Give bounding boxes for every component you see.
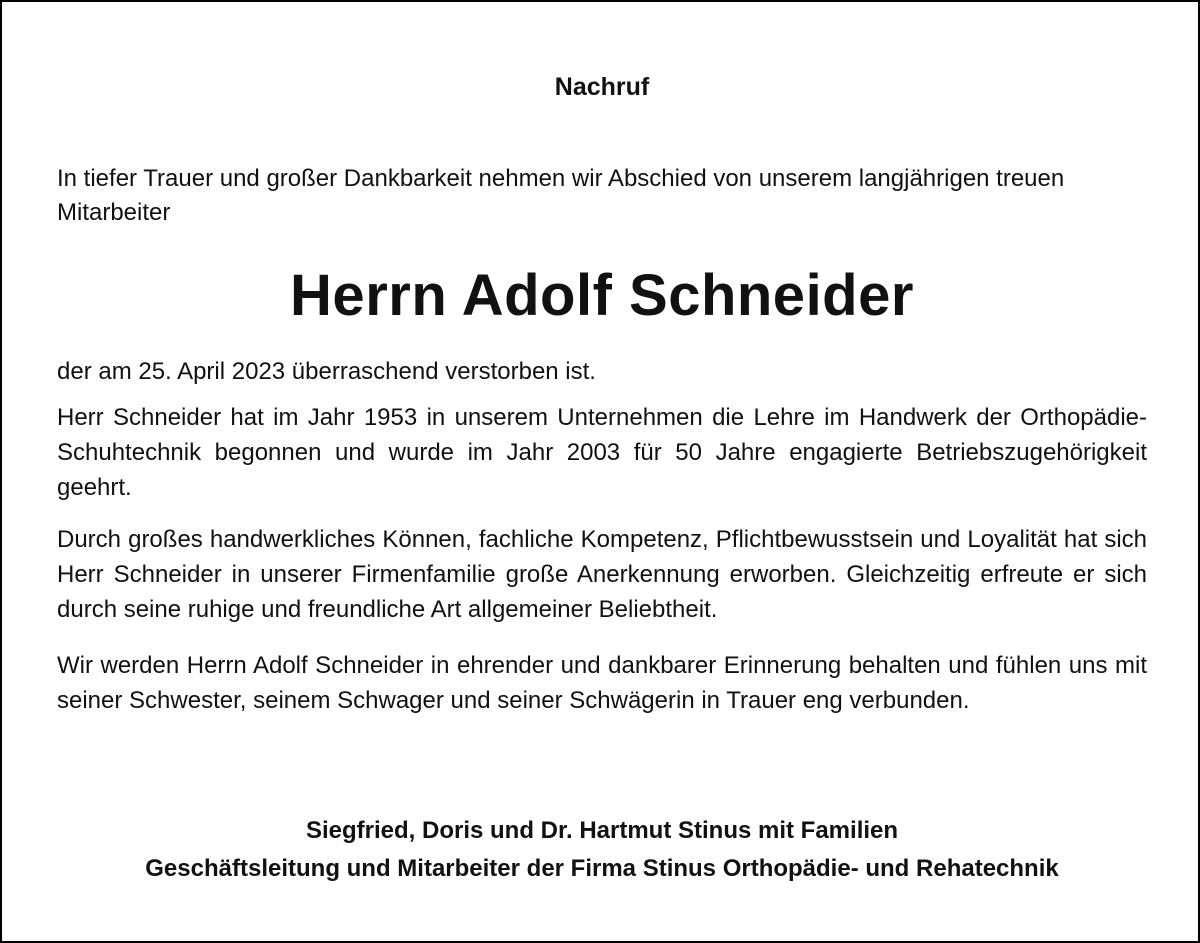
- deceased-name: Herrn Adolf Schneider: [290, 263, 914, 328]
- paragraph-remembrance: Wir werden Herrn Adolf Schneider in ehrender und dankbarer Erinnerung behalten und fühlen uns mit seiner Schwester, seinem Schwager und seiner Schwägerin in Trauer eng verbunden.: [57, 652, 1147, 714]
- signoff-family: Siegfried, Doris und Dr. Hartmut Stinus mit Familien: [305, 817, 899, 844]
- signoff-block: [57, 812, 1147, 888]
- obituary-heading: Nachruf: [554, 73, 650, 101]
- paragraph-death-date: der am 25. April 2023 überraschend verstorben ist.: [57, 358, 596, 385]
- paragraph-career: Herr Schneider hat im Jahr 1953 in unserem Unternehmen die Lehre im Handwerk der Orthopädie-Schuhtechnik begonnen und wurde im Jahr 2003 für 50 Jahre engagierte Betriebszugehörigkeit geehrt.: [57, 404, 1147, 501]
- paragraph-character: Durch großes handwerkliches Können, fachliche Kompetenz, Pflichtbewusstsein und Loyalität hat sich Herr Schneider in unserer Firmenfamilie große Anerkennung erworben. Gleichzeitig erfreute er sich durch seine ruhige und freundliche Art allgemeiner Beliebtheit.: [57, 526, 1147, 623]
- signoff-company: Geschäftsleitung und Mitarbeiter der Firma Stinus Orthopädie- und Rehatechnik: [145, 855, 1059, 882]
- intro-text: In tiefer Trauer und großer Dankbarkeit nehmen wir Abschied von unserem langjährigen treuen Mitarbeiter: [57, 165, 1065, 226]
